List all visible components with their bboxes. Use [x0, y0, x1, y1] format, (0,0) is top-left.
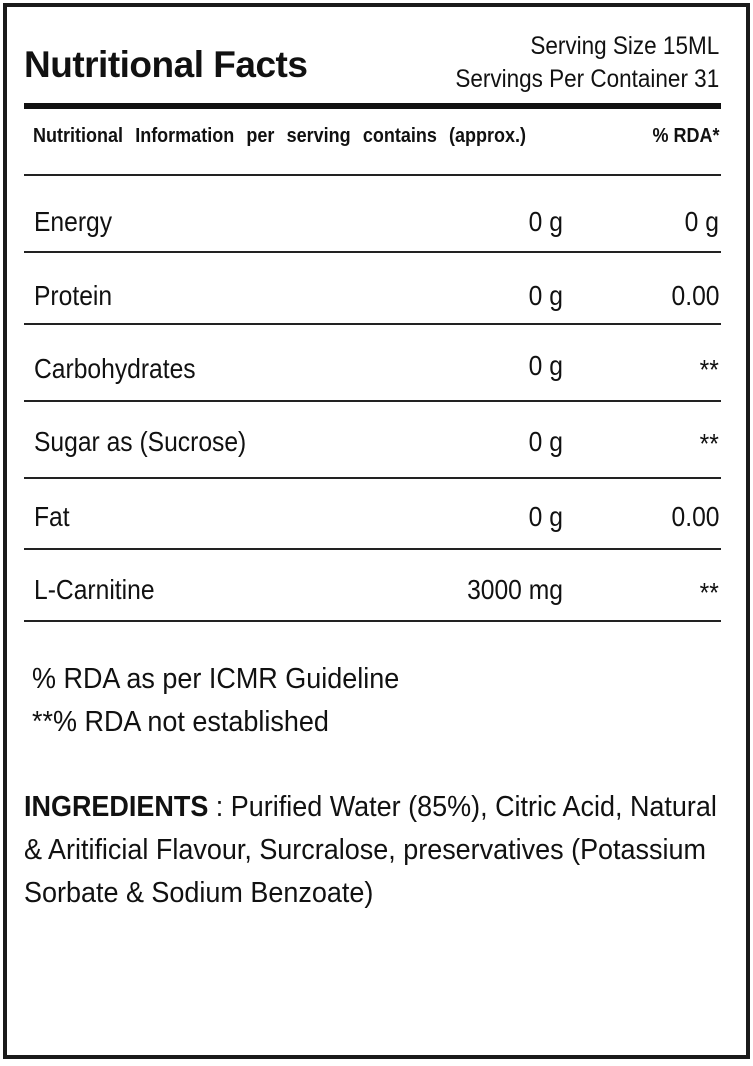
table-divider [24, 548, 721, 550]
row-energy-name: Energy [34, 206, 113, 237]
row-protein-rda: 0.00 [671, 280, 719, 311]
table-divider [24, 400, 721, 402]
table-divider [24, 620, 721, 622]
serving-size: Serving Size 15ML [530, 32, 719, 60]
row-carbohydrates-amount: 0 g [528, 350, 563, 381]
row-protein-name: Protein [34, 280, 113, 311]
table-divider [24, 477, 721, 479]
ingredients-block [24, 786, 731, 915]
row-protein-amount: 0 g [528, 280, 563, 311]
table-divider [24, 323, 721, 325]
row-l-carnitine-rda: ** [699, 577, 719, 608]
ingredients-label: INGREDIENTS [24, 791, 209, 823]
row-energy-amount: 0 g [528, 206, 563, 237]
row-l-carnitine-amount: 3000 mg [467, 574, 563, 605]
label-title: Nutritional Facts [24, 44, 308, 85]
row-energy-rda: 0 g [684, 206, 719, 237]
servings-per-container: Servings Per Container 31 [455, 65, 719, 93]
table-header-rda: % RDA* [651, 125, 719, 147]
table-header-info: Nutritional Information per serving contains (approx.) [33, 125, 527, 147]
row-fat-name: Fat [34, 501, 70, 532]
row-fat-rda: 0.00 [671, 501, 719, 532]
rda-guideline-note: % RDA as per ICMR Guideline [32, 663, 400, 695]
ingredients-text: : Purified Water (85%), Citric Acid, Natural & Aritificial Flavour, Surcralose, preservatives (Potassium Sorbate & Sodium Benzoate) [24, 791, 717, 909]
row-l-carnitine-name: L-Carnitine [34, 574, 155, 605]
thick-divider [24, 103, 721, 109]
serving-info [455, 30, 719, 96]
table-divider [24, 251, 721, 253]
row-carbohydrates-rda: ** [699, 354, 719, 385]
rda-not-established-note: **% RDA not established [32, 706, 329, 738]
table-divider [24, 174, 721, 176]
row-sugar-name: Sugar as (Sucrose) [34, 426, 247, 457]
row-carbohydrates-name: Carbohydrates [34, 353, 196, 384]
row-fat-amount: 0 g [528, 501, 563, 532]
row-sugar-rda: ** [699, 428, 719, 459]
row-sugar-amount: 0 g [528, 426, 563, 457]
